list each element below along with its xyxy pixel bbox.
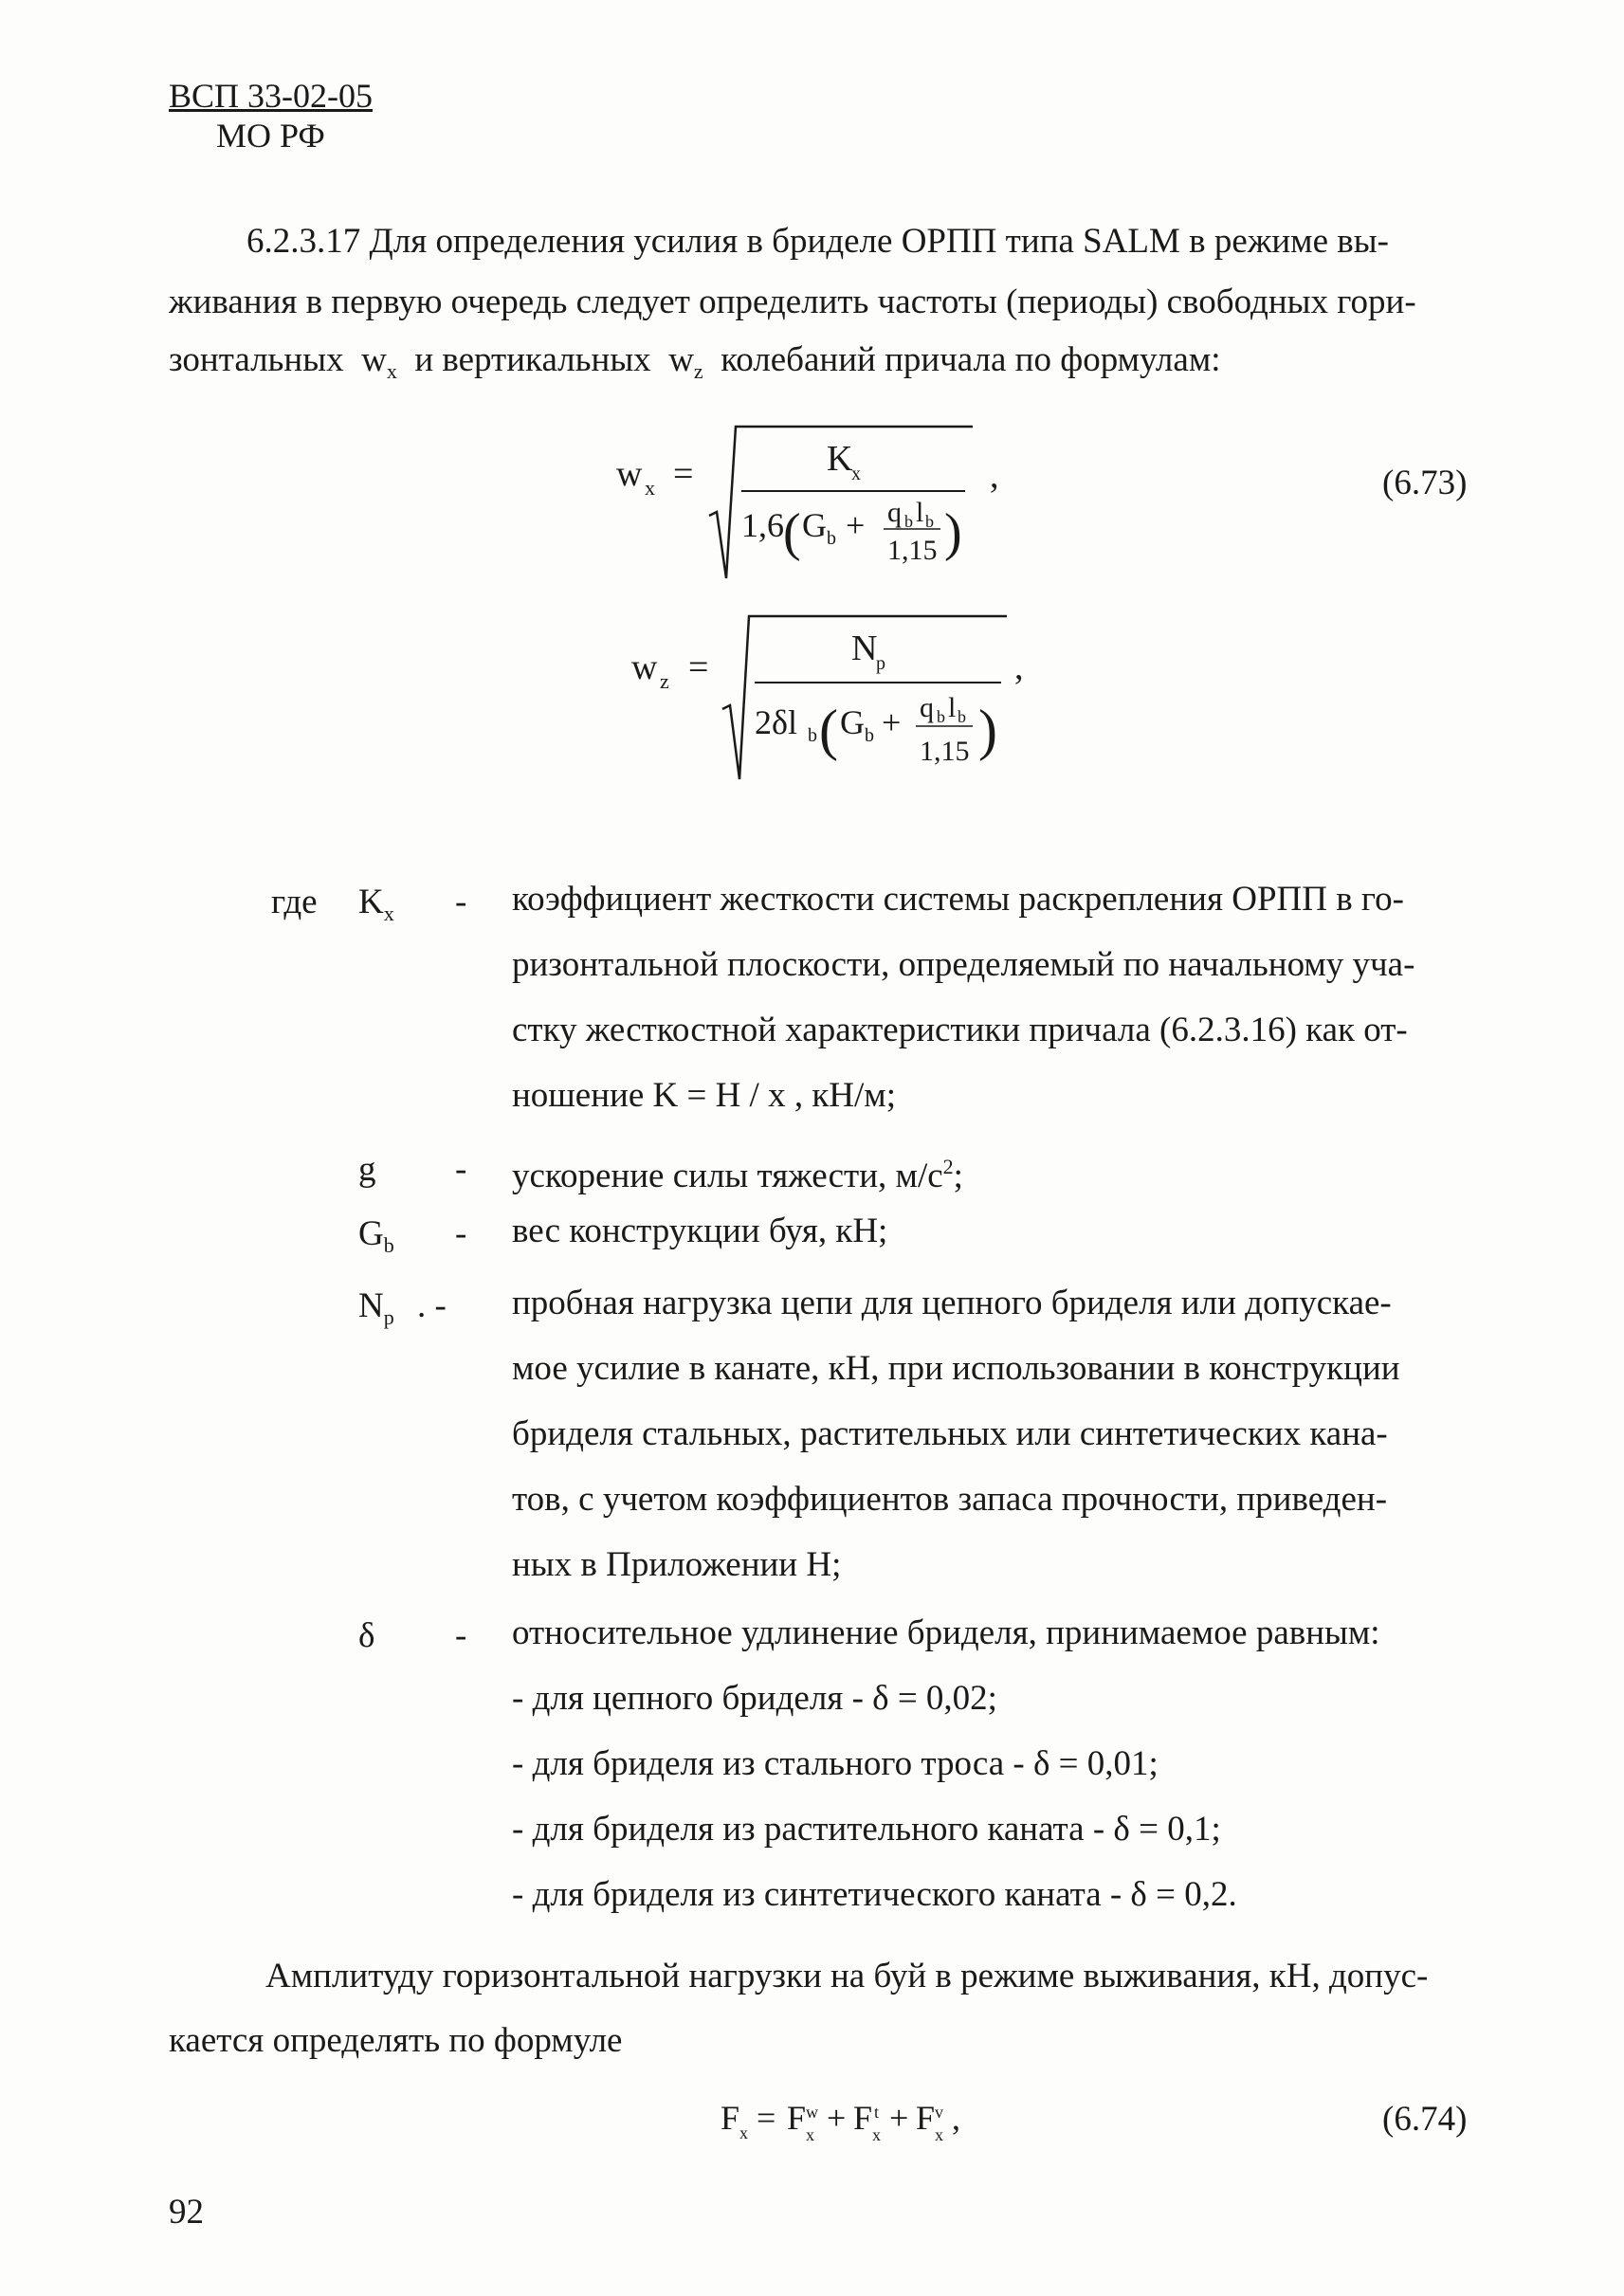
f2-lparen: ( xyxy=(819,699,838,761)
def-Np-line-5: ных в Приложении Н; xyxy=(512,1545,842,1584)
def-delta-line-2: - для цепного бриделя - δ = 0,02; xyxy=(512,1679,997,1718)
def-symbol-Gb: $G_b$ xyxy=(358,1214,394,1257)
f2-lhs: w xyxy=(631,647,658,687)
page-number: 92 xyxy=(169,2193,204,2232)
def-dash: - xyxy=(455,1616,467,1655)
svg-text:x: x xyxy=(872,2125,881,2144)
formula-number-6-73: (6.73) xyxy=(1382,464,1468,502)
f2-coef-sub: b xyxy=(808,725,817,746)
formula-6-73 xyxy=(607,417,1081,588)
f1-G-sub: b xyxy=(827,528,836,549)
def-delta-line-4: - для бриделя из растительного каната - δ = 0,1; xyxy=(512,1810,1221,1849)
f1-lhs: w xyxy=(616,454,643,494)
f2-G: G xyxy=(840,703,865,741)
f1-lhs-sub: x xyxy=(645,476,655,500)
svg-text:x: x xyxy=(739,2123,748,2142)
f1-den: 1,15 xyxy=(887,535,938,566)
def-Np-line-1: пробная нагрузка цепи для цепного бриделя или допускае- xyxy=(512,1284,1392,1322)
formula-number-6-74: (6.74) xyxy=(1382,2100,1468,2139)
def-Kx-line-3: стку жесткостной характеристики причала (6.2.3.16) как от- xyxy=(512,1011,1408,1049)
f2-rparen: ) xyxy=(978,699,997,761)
f1-comma: , xyxy=(990,456,999,496)
def-g-line: ускорение силы тяжести, $м/с^2$; xyxy=(512,1155,963,1195)
def-Np-line-4: тов, с учетом коэффициентов запаса прочности, приведен- xyxy=(512,1480,1388,1519)
f1-rparen: ) xyxy=(944,503,962,562)
intro-line-3: зонтальных $w_x$ и вертикальных $w_z$ колебаний причала по формулам: xyxy=(169,340,1221,383)
def-dash: - xyxy=(455,1214,467,1253)
f2-q: q xyxy=(920,692,934,723)
svg-text:=: = xyxy=(757,2099,776,2137)
formula-wz xyxy=(607,607,1100,787)
f2-G-sub: b xyxy=(865,725,874,746)
f2-numer: N xyxy=(851,629,878,668)
def-dash: - xyxy=(455,1150,467,1189)
def-Gb-line: вес конструкции буя, кН; xyxy=(512,1212,888,1250)
svg-text:x: x xyxy=(935,2125,943,2144)
f1-q-sub: b xyxy=(904,512,913,531)
f2-q-sub: b xyxy=(937,707,945,726)
def-Kx-line-2: ризонтальной плоскости, определяемый по начальному уча- xyxy=(512,945,1415,984)
def-Np-line-3: бриделя стальных, растительных или синтетических кана- xyxy=(512,1414,1388,1453)
svg-text:x: x xyxy=(806,2125,814,2144)
svg-text:v: v xyxy=(935,2103,943,2122)
svg-text:,: , xyxy=(952,2099,960,2137)
f1-eq: = xyxy=(673,454,694,494)
def-delta-line-3: - для бриделя из стального троса - δ = 0,01; xyxy=(512,1744,1159,1783)
formula-6-74 xyxy=(711,2086,1014,2152)
amplitude-line-1: Амплитуду горизонтальной нагрузки на буй в режиме выживания, кН, допус- xyxy=(265,1957,1429,1995)
def-symbol-delta: δ xyxy=(358,1616,375,1655)
def-Np-line-2: мое усилие в канате, кН, при использовании в конструкции xyxy=(512,1349,1400,1388)
f2-lhs-sub: z xyxy=(660,669,669,693)
svg-text:F: F xyxy=(916,2099,936,2137)
f1-l-sub: b xyxy=(925,512,934,531)
f2-numer-sub: p xyxy=(876,653,885,674)
def-delta-line-5: - для бриделя из синтетического каната - δ = 0,2. xyxy=(512,1875,1237,1914)
def-delta-line-1: относительное удлинение бриделя, принимаемое равным: xyxy=(512,1613,1380,1652)
svg-text:F: F xyxy=(787,2099,807,2137)
f2-l-sub: b xyxy=(958,707,966,726)
svg-text:+: + xyxy=(889,2099,909,2137)
def-symbol-Kx: $K_x$ xyxy=(358,883,394,925)
f1-coef: 1,6 xyxy=(741,506,784,544)
doc-org: МО РФ xyxy=(216,117,325,155)
def-dash: - xyxy=(455,883,467,921)
def-Kx-line-4: ношение K = H / x , кН/м; xyxy=(512,1076,896,1115)
where-label: где xyxy=(271,883,318,921)
def-dash: . - xyxy=(417,1286,447,1325)
f2-coef: 2δl xyxy=(755,703,797,741)
f1-l: l xyxy=(916,497,924,528)
svg-text:F: F xyxy=(853,2099,873,2137)
f1-numer-sub: x xyxy=(851,464,861,484)
f1-numer: K xyxy=(827,439,853,479)
f2-den: 1,15 xyxy=(920,736,970,767)
f2-plus: + xyxy=(882,703,902,741)
svg-text:w: w xyxy=(806,2103,818,2122)
svg-text:F: F xyxy=(721,2099,740,2137)
f2-eq: = xyxy=(688,647,709,687)
intro-line-2: живания в первую очередь следует определить частоты (периоды) свободных гори- xyxy=(169,282,1416,321)
def-symbol-Np: $N_p$ xyxy=(358,1286,394,1329)
intro-line-1: 6.2.3.17 Для определения усилия в бриделе ОРПП типа SALM в режиме вы- xyxy=(246,222,1389,261)
f2-l: l xyxy=(948,692,957,723)
svg-text:t: t xyxy=(874,2103,880,2122)
f1-lparen: ( xyxy=(783,503,801,562)
f1-q: q xyxy=(887,497,902,528)
svg-text:+: + xyxy=(827,2099,847,2137)
def-Kx-line-1: коэффициент жесткости системы раскрепления ОРПП в го- xyxy=(512,880,1405,919)
def-symbol-g: g xyxy=(358,1150,376,1189)
f1-plus: + xyxy=(846,506,866,544)
amplitude-line-2: кается определять по формуле xyxy=(169,2021,623,2060)
f2-comma: , xyxy=(1014,647,1024,687)
f1-G: G xyxy=(802,506,827,544)
doc-code: ВСП 33-02-05 xyxy=(169,77,373,115)
